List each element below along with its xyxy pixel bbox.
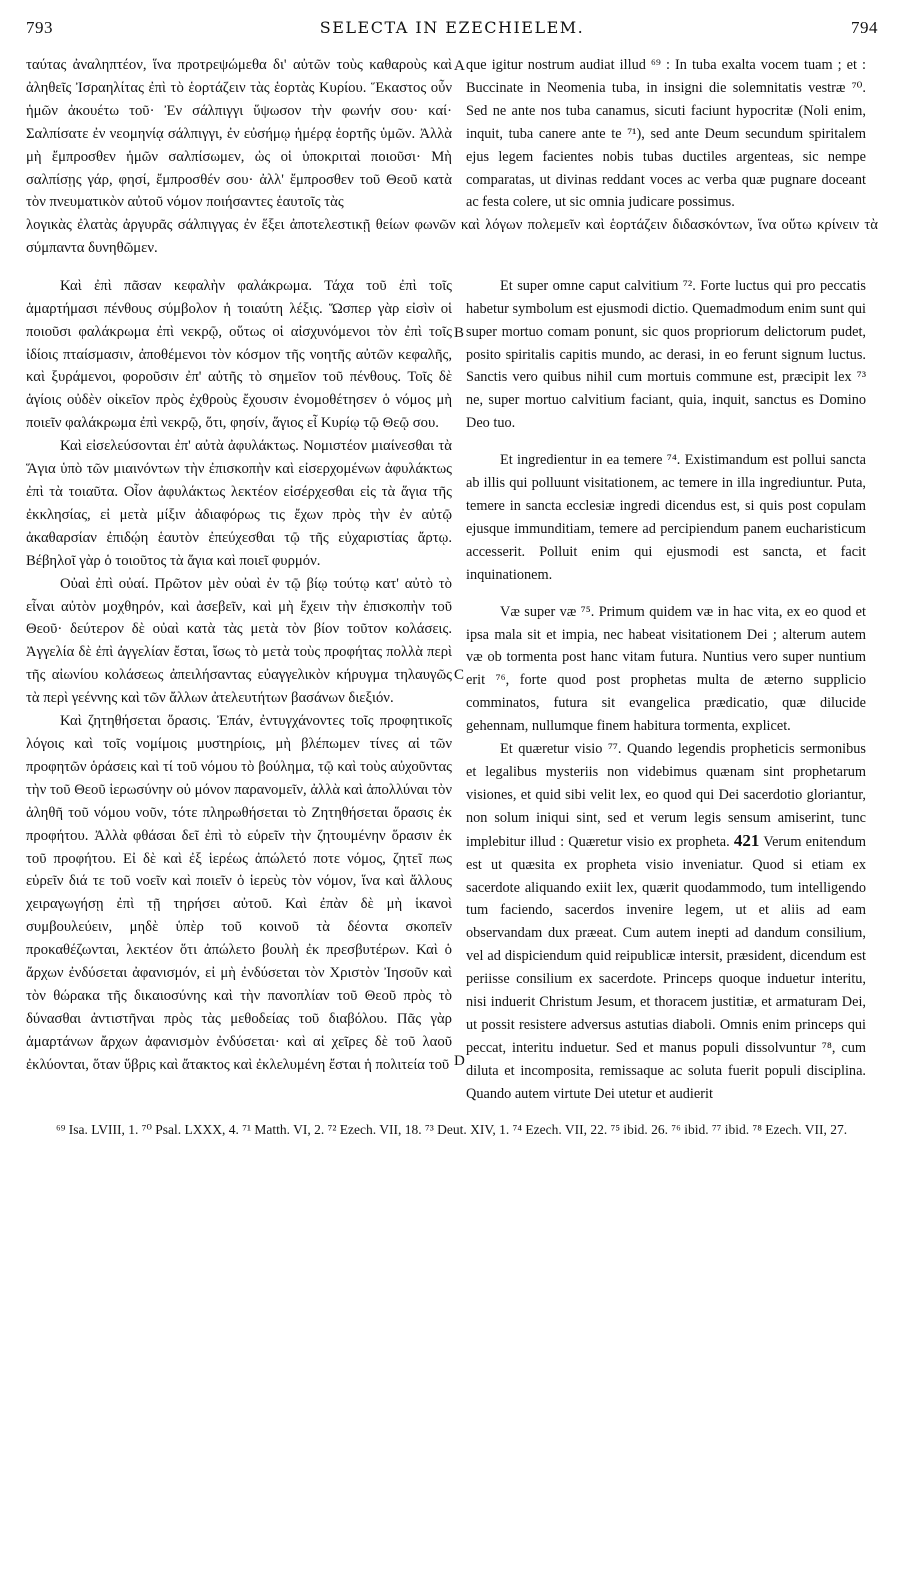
latin-paragraph [466, 738, 866, 1106]
section-marker-a: A [454, 58, 465, 74]
latin-column-top [466, 54, 866, 214]
latin-column [466, 275, 866, 1106]
greek-paragraph: Καὶ εἰσελεύσονται ἐπ' αὐτὰ ἀφυλάκτως. Νομιστέον μιαίνεσθαι τὰ Ἅγια ὑπὸ τῶν μιαινόντων τὴν ἐπισκοπὴν καὶ εἰσερχομένων ἀφυλάκτως ἐπὶ τὰ τοιαῦτα. Οἷον ἀφυλάκτως λεκτέον εἰσέρχεσθαι εἰς τὰ ἅγια τῆς ἐκκλησίας, εἰ μετὰ μίξιν ἀδιαφόρως τις ἔχων πρὸς τὴν ἐν αὐτῷ ἀκαθαρσίαν ἐπιδῴη ἑαυτὸν ἐπεύχεσθαι τῷ τῆς εὐχαριστίας ἄρτῳ. Βέβηλοῖ γὰρ ὁ τοιοῦτος τὰ ἅγια καὶ ποιεῖ φυρμόν. [26, 438, 452, 569]
section-marker-c: C [454, 666, 465, 683]
two-column-main [26, 275, 878, 1106]
greek-paragraph: Καὶ ἐπὶ πᾶσαν κεφαλὴν φαλάκρωμα. Τάχα τοῦ ἐπὶ τοῖς ἁμαρτήμασι πένθους σύμβολον ἡ τοιαύτη λέξις. Ὥσπερ γὰρ εἰσὶν οἱ ποιοῦσι φαλάκρωμα ἐπὶ νεκρῷ, οὕτως οἱ αἰσχυνόμενοι τὸν ἐπὶ τοῖς ἰδίοις πταίσμασιν, ἀποθέμενοι τὸν κόσμον τῆς νοητῆς αὐτῶν κεφαλῆς, καὶ ξυράμενοι, φοροῦσιν ἐπ' αὐτῆς τὸ σημεῖον τοῦ πένθους. Τοῖς δὲ ἁγίοις οὐδὲν οἰκεῖον πρὸς ἐχθροὺς ἔχουσιν ἐνομοθέτησεν ὁ νόμος μὴ ποιεῖν φαλάκρωμα ἐπὶ νεκρῷ, ὅτι, φησίν, ἅγιος εἶ Κυρίῳ τῷ Θεῷ σου. [26, 277, 452, 432]
latin-text: Et quæretur visio ⁷⁷. Quando legendis propheticis sermonibus et legalibus mysteriis non videbimus quænam sint prophetarum visiones, et quid sibi velit lex, eo quod qui Dei sacerdotio gloriantur, non solum iniqui sint, sed et verum legis sensum amiserint, tunc implebitur illud : Quæretur visio ex propheta. [466, 741, 866, 850]
latin-paragraph: que igitur nostrum audiat illud ⁶⁹ : In tuba exalta vocem tuam ; et : Buccinate in Neomenia tuba, in insigni die solemnitatis vestræ ⁷⁰. Sed ne ante nos tuba canamus, sicuti faciunt hypocritæ (Noli enim, inquit, tuba canere ante te ⁷¹), sed ante Deum secundum spiritalem ejus legem facientes nobis tubas ductiles argenteas, sic nempe comparatas, ut divinas reddant voces ac verba quæ pugnare doceant ac festa colere, ut sic omnia judicare possimus. [466, 57, 866, 211]
latin-text: Verum enitendum est ut quæsita ex propheta visio inveniatur. Quod si etiam ex sacerdote aliquando exiit lex, quærit quodammodo, tum intelligendo tum faciendo, sacerdos invenire legem, ut et aliis ad eam observandam dux præeat. Cum autem inepti ad dandum consilium, vel ad dispiciendum quid reipublicæ intersit, præsident, dicendum est periisse consilium ex sacerdote. Princeps quoque induetur interitu, nisi induerit Christum Jesum, et thoracem justitiæ, et armaturam Dei, ut possit resistere adversus astutias diaboli. Omnis enim princeps qui peccat, interitu induetur. Sed et manus populi dissolvuntur ⁷⁸, cum diluta et incomposita, remissaque ac soluta fuerit populi disciplina. Quando autem virtute Dei utetur et audierit [466, 833, 866, 1102]
greek-paragraph: Καὶ ζητηθήσεται ὅρασις. Ἐπάν, ἐντυγχάνοντες τοῖς προφητικοῖς λόγοις καὶ τοῖς νομίμοις μυστηρίοις, μὴ βλέπωμεν τίνες αἱ τῶν προφητῶν ὁράσεις καὶ τί τοῦ νόμου τὸ βούλημα, τῷ καὶ τοὺς αὐχοῦντας τὴν τοῦ Θεοῦ ἱερωσύνην οὐ μόνον παρανομεῖν, ἀλλὰ καὶ ἀπολλύναι τὸν ἀληθῆ τοῦ νόμου νοῦν, τότε πληρωθήσεται τὸ Ζητηθήσεται ὅρασις ἐκ προφήτου. Ἀλλὰ φθάσαι δεῖ ἐπὶ τὸ εὑρεῖν τὴν ζητουμένην ὅρασιν ἐκ τοῦ προφήτου. Εἰ δὲ καὶ ἐξ ἱερέως ἀπώλετό ποτε νόμος, ζητεῖ πως εὑρεῖν διά τε τοῦ νοεῖν καὶ ποιεῖν ὁ ἱερεὺς τὸν νόμον, ἵνα καὶ ἄλλους χειραγωγήσῃ ἐπὶ τῇ τηρήσει αὐτοῦ. Καὶ ἐπὰν δὲ μὴ ἱκανοὶ συμβουλεύειν, μηδὲ ὑπὲρ τοῦ κοινοῦ τὰ δέοντα σκοπεῖν προκαθέζωνται, λεκτέον ὅτι ἀπώλετο βουλὴ ἐκ πρεσβυτέρων. Καὶ ὁ ἄρχων ἐνδύσεται ἀφανισμόν, εἰ μὴ ἐνδύσεται τὸν Χριστὸν Ἰησοῦν καὶ τὸν θώρακα τῆς δικαιοσύνης καὶ τὴν πανοπλίαν τοῦ Θεοῦ πρὸς τὸ δύνασθαι ἀντιστῆναι πρὸς τὰς μεθοδείας τοῦ διαβόλου. Πᾶς γὰρ ἁμαρτάνων ἄρχων ἀφανισμὸν ἐνδύσεται· καὶ αἱ χεῖρες δὲ τοῦ λαοῦ ἐκλύονται, ὅταν ὕβρις καὶ ἄτακτος καὶ ἐκλελυμένη ἔσται ἡ πολιτεία τοῦ [26, 713, 452, 1073]
greek-paragraph: ταύτας ἀναληπτέον, ἵνα προτρεψώμεθα δι' αὐτῶν τοὺς καθαροὺς καὶ ἀληθεῖς Ἰσραηλίτας ἐπὶ τὸ ἑορτάζειν τὰς ἑορτὰς Κυρίου. Ἕκαστος οὖν ἡμῶν ἀκουέτω τοῦ· Ἐν σάλπιγγι ὕψωσον τὴν φωνήν σου· καί· Σαλπίσατε ἐν νεομηνίᾳ σάλπιγγι, ἐν εὐσήμῳ ἡμέρᾳ ἑορτῆς ὑμῶν. Ἀλλὰ μὴ ἔμπροσθεν ἡμῶν σαλπίσωμεν, ὡς οἱ ὑποκριταὶ ποιοῦσι· Μὴ σαλπίσῃς γάρ, φησί, ἔμπροσθέν σου· ἀλλ' ἔμπροσθεν τοῦ Θεοῦ κατὰ τὸν πνευματικὸν αὐτοῦ νόμον ποιήσαντες ἑαυτοῖς τὰς [26, 57, 452, 211]
two-column-top [26, 54, 878, 214]
greek-paragraph: Οὐαὶ ἐπὶ οὐαί. Πρῶτον μὲν οὐαὶ ἐν τῷ βίῳ τούτῳ κατ' αὐτὸ τὸ εἶναι αὐτὸν μοχθηρόν, καὶ ἀσεβεῖν, καὶ μὴ ἔχειν τὴν ἐπισκοπὴν τοῦ Θεοῦ· δεύτερον δὲ οὐαὶ κατὰ τὰς μετὰ τὸν βίον τοῦτον κολάσεις. Ἀγγελία δὲ ἐπὶ ἀγγελίαν ἔσται, ἴσως τὸ μετὰ τοὺς προφήτας πολλὰ περὶ τῆς αἰωνίου κολάσεως ἀπειλήσαντας εὐαγγελικὸν κήρυγμα τηλαυγῶς τὰ περὶ γεέννης καὶ τῶν ἄλλων ἀτελευτήτων βασάνων διεξιόν. [26, 575, 452, 707]
greek-bridge-line: λογικὰς ἐλατὰς ἀργυρᾶς σάλπιγγας ἐν ἕξει ἀποτελεστικῇ θείων φωνῶν καὶ λόγων πολεμεῖν καὶ ἑορτάζειν διδασκόντων, ἵνα οὕτω κρίνειν τὰ σύμπαντα δυνηθῶμεν. [26, 217, 878, 257]
left-page-number: 793 [26, 18, 53, 37]
paragraph-gap [466, 587, 866, 601]
section-marker-b: B [454, 324, 465, 341]
greek-column [26, 275, 452, 1106]
running-header [26, 18, 878, 44]
latin-paragraph: Væ super væ ⁷⁵. Primum quidem væ in hac vita, ex eo quod et ipsa mala sit et impia, nec habeat visitationem Dei ; alterum autem væ ob tormenta post hanc vitam futura. Nuntius vero super nuntium erit ⁷⁶, forte quod post prophetas multa de æterno supplicio comminatos, futura sit evangelica prædicatio, quæ dilucide gehennam, nullumque finem habitura tormenta, explicet. [466, 603, 866, 735]
greek-column-top [26, 54, 452, 214]
section-marker-d: D [454, 1052, 465, 1069]
right-page-number: 794 [850, 18, 878, 37]
gutter [452, 275, 466, 1106]
running-title: SELECTA IN EZECHIELEM. [319, 18, 585, 37]
paragraph-gap [466, 435, 866, 449]
footnotes: ⁶⁹ Isa. LVIII, 1. ⁷⁰ Psal. LXXX, 4. ⁷¹ Matth. VI, 2. ⁷² Ezech. VII, 18. ⁷³ Deut. XIV, 1. ⁷⁴ Ezech. VII, 22. ⁷⁵ ibid. 26. ⁷⁶ ibid. ⁷⁷ ibid. ⁷⁸ Ezech. VII, 27. [56, 1121, 848, 1137]
gutter [452, 54, 466, 214]
latin-paragraph: Et super omne caput calvitium ⁷². Forte luctus qui pro peccatis habetur symbolum est ejusmodi dictio. Quemadmodum enim sunt qui super mortuo comam ponunt, sic quos propriorum delictorum pudet, posito spiritalis capitis mundo, ac derasi, in eo ferunt signum luctus. Sanctis vero quibus nihil cum mortuis commune est, præcipit lex ⁷³ ne, super mortuo calvitium faciant, quia, inquit, sanctus es Domino Deo tuo. [466, 277, 866, 432]
latin-paragraph: Et ingredientur in ea temere ⁷⁴. Existimandum est pollui sancta ab illis qui polluunt visitationem, ac temere in illa ingrediuntur. Puta, temere in sancta ecclesiæ ingredi dicendus est, si quis post copulam ejusque immunditiam, temere ad percipiendum panem eucharisticum accesserit. Polluit enim qui ejusmodi est sancta, et facit inquinationem. [466, 452, 866, 583]
column-number: 421 [733, 830, 760, 850]
